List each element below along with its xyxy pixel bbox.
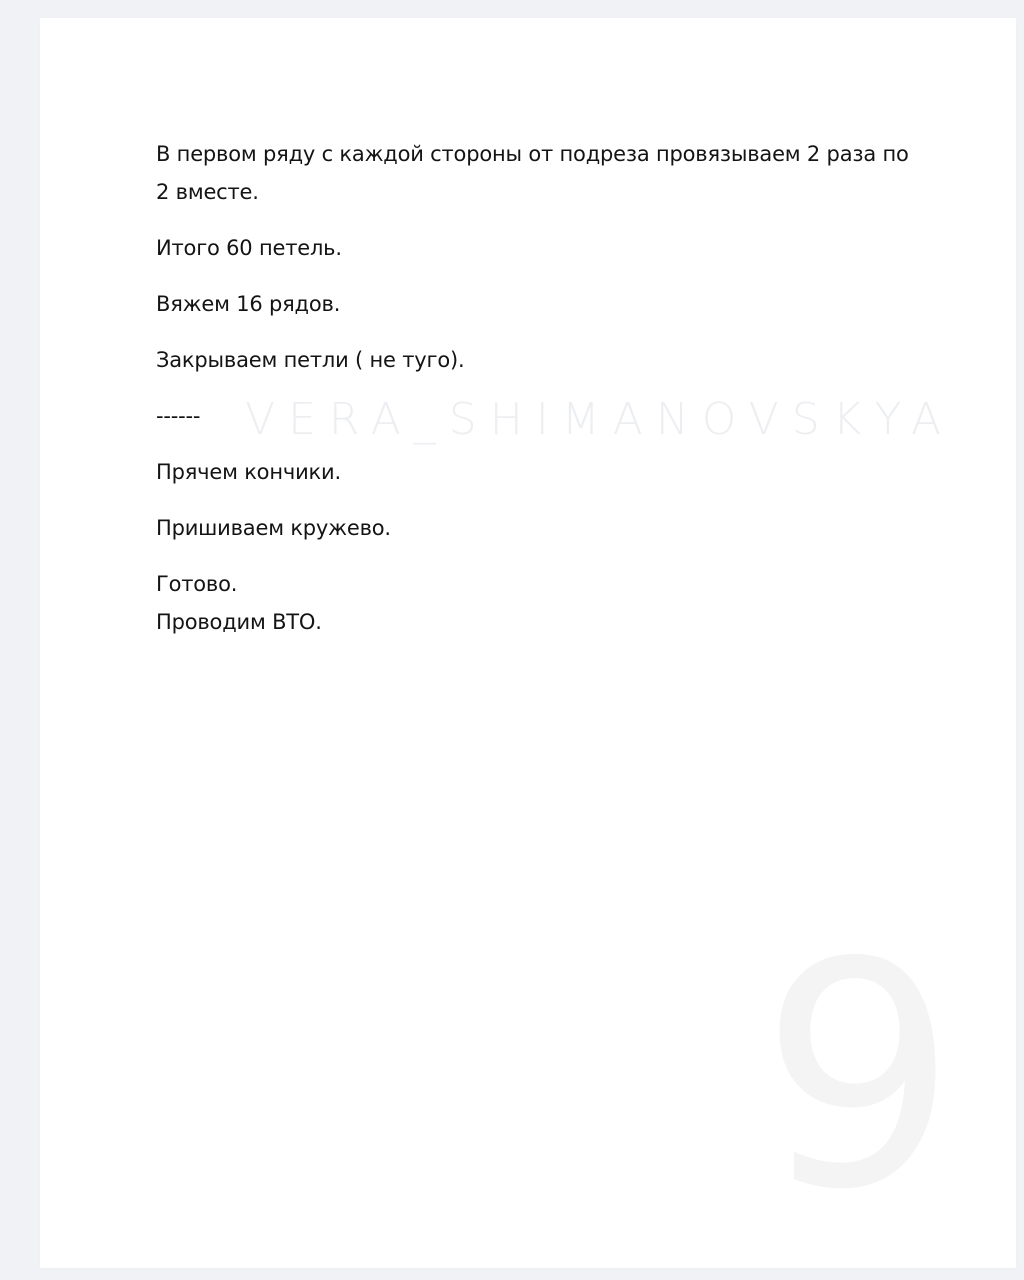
paragraph-2: Итого 60 петель. [156, 236, 342, 260]
paragraph-8: Проводим ВТО. [156, 610, 322, 634]
paragraph-5: Прячем кончики. [156, 460, 341, 484]
instruction-text [156, 135, 916, 641]
paragraph-3: Вяжем 16 рядов. [156, 292, 341, 316]
page-number: 9 [760, 897, 958, 1258]
paragraph-4: Закрываем петли ( не туго). [156, 348, 465, 372]
document-page [40, 18, 1016, 1268]
paragraph-6: Пришиваем кружево. [156, 516, 391, 540]
watermark: VERA_SHIMANOVSKYA [245, 394, 955, 445]
paragraph-7: Готово. [156, 572, 238, 596]
paragraph-1: В первом ряду с каждой стороны от подреза провязываем 2 раза по 2 вместе. [156, 142, 909, 204]
separator: ------ [156, 404, 201, 428]
